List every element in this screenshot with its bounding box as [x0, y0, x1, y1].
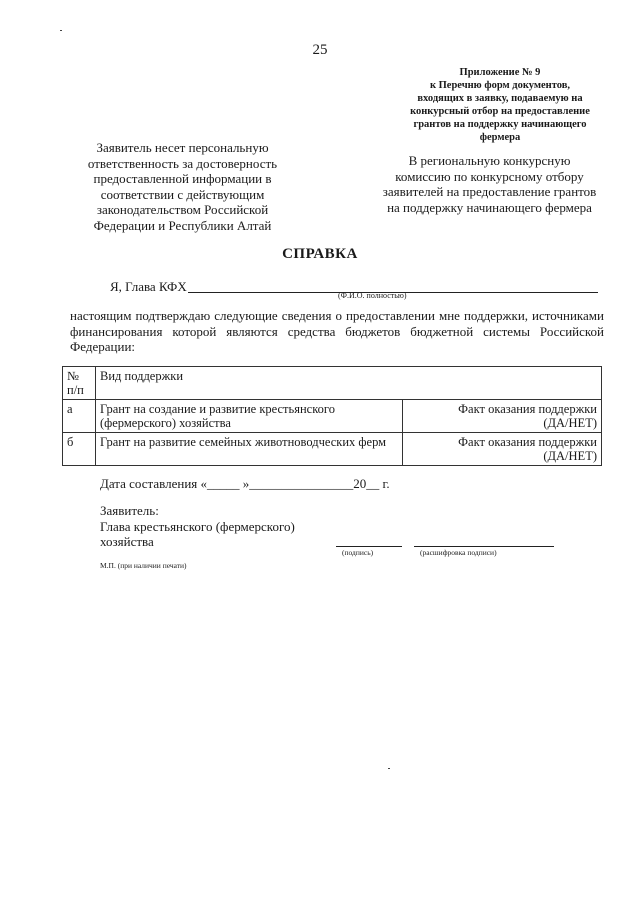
applicant-line: хозяйства — [100, 534, 154, 549]
applicant-block — [100, 503, 295, 550]
addressee-line: на поддержку начинающего фермера — [387, 199, 592, 215]
signature-hint: (подпись) — [342, 548, 374, 557]
addressee-line: В региональную конкурсную — [408, 153, 571, 168]
statement-text: настоящим подтверждаю следующие сведения о предоставлении мне поддержки, источниками финансирования которой являются средства бюджетов бюджетной системы Российской Федерации: — [70, 308, 604, 354]
support-fact-value: (ДА/НЕТ) — [543, 416, 597, 430]
scan-speck — [388, 768, 390, 769]
note-line: ответственность за достоверность — [87, 155, 278, 171]
addressee-block — [372, 153, 607, 215]
note-line: предоставленной информации в — [93, 171, 272, 186]
addressee-line: комиссию по конкурсному отбору — [395, 168, 584, 184]
appendix-reference — [395, 66, 605, 144]
support-fact-cell[interactable] — [403, 400, 602, 433]
applicant-responsibility-note — [70, 140, 295, 233]
column-header-number: № п/п — [63, 367, 96, 400]
table-header-row — [63, 367, 602, 400]
page-number: 25 — [312, 42, 328, 58]
appendix-line: фермера — [479, 132, 521, 143]
appendix-line: Приложение № 9 — [459, 67, 541, 78]
support-type-cell: Грант на создание и развитие крестьянского (фермерского) хозяйства — [96, 400, 403, 433]
addressee-line: заявителей на предоставление грантов — [382, 184, 597, 199]
support-fact-cell[interactable] — [403, 433, 602, 466]
row-number: а — [63, 400, 96, 433]
appendix-line: к Перечню форм документов, — [429, 80, 571, 91]
applicant-line: Заявитель: — [100, 503, 159, 518]
stamp-note: М.П. (при наличии печати) — [100, 561, 187, 570]
applicant-line: Глава крестьянского (фермерского) — [100, 518, 295, 534]
table-row — [63, 400, 602, 433]
support-fact-label: Факт оказания поддержки — [458, 435, 597, 449]
note-line: соответствии с действующим — [100, 186, 265, 202]
head-name-hint: (Ф.И.О. полностью) — [338, 291, 407, 300]
note-line: Федерации и Республики Алтай — [93, 217, 272, 233]
appendix-line: входящих в заявку, подаваемую на — [417, 93, 583, 104]
scan-speck — [60, 30, 62, 31]
support-type-cell: Грант на развитие семейных животноводческих ферм — [96, 433, 403, 466]
date-of-compilation: Дата составления «_____ »________________20__ г. — [100, 476, 390, 491]
appendix-line: конкурсный отбор на предоставление — [410, 106, 590, 117]
row-number: б — [63, 433, 96, 466]
signature-decode-field[interactable] — [414, 546, 554, 547]
appendix-line: грантов на поддержку начинающего — [413, 119, 587, 130]
signature-field[interactable] — [336, 546, 402, 547]
head-label: Я, Глава КФХ — [110, 279, 187, 294]
support-fact-label: Факт оказания поддержки — [458, 402, 597, 416]
support-fact-value: (ДА/НЕТ) — [543, 449, 597, 463]
column-header-support-type: Вид поддержки — [96, 367, 602, 400]
note-line: законодательством Российской — [96, 202, 269, 217]
document-title: СПРАВКА — [282, 246, 358, 262]
support-table — [62, 366, 602, 466]
table-row — [63, 433, 602, 466]
signature-decode-hint: (расшифровка подписи) — [420, 548, 497, 557]
note-line: Заявитель несет персональную — [96, 140, 269, 155]
